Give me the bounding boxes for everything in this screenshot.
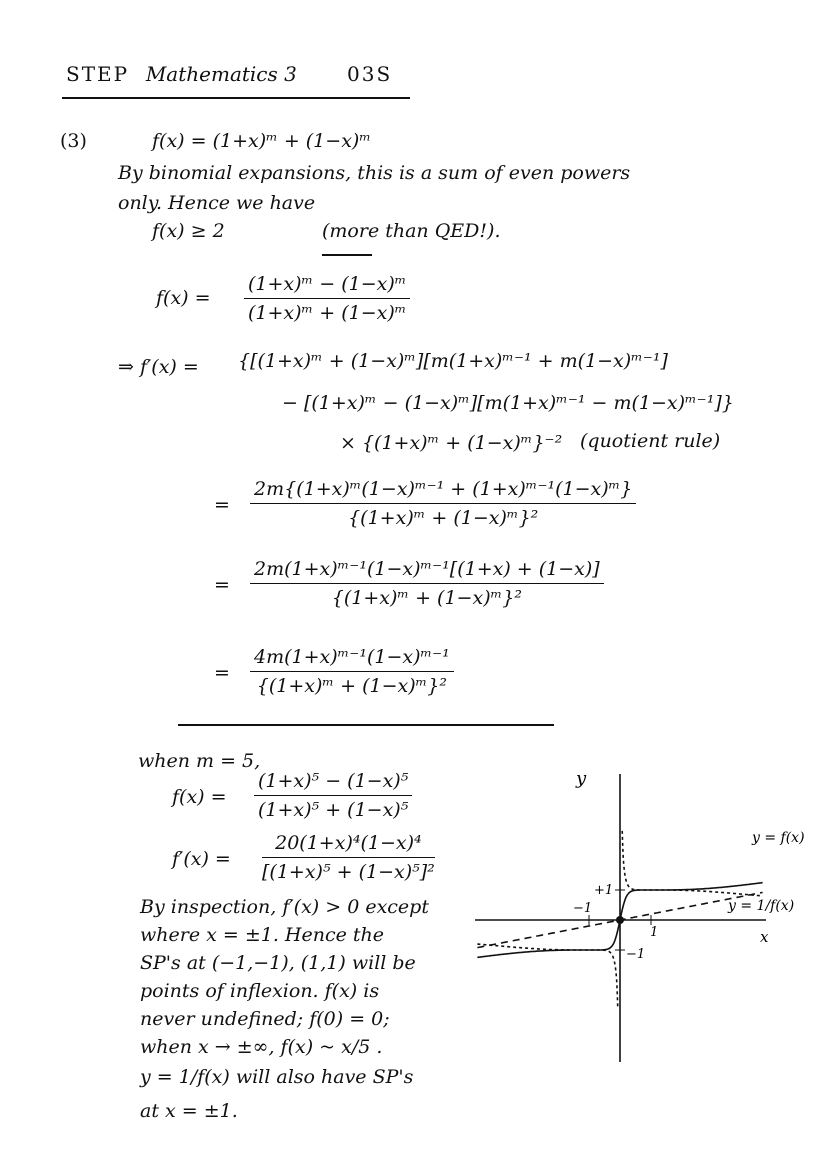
conclusion-line-1: By inspection, f′(x) > 0 except xyxy=(140,896,429,918)
plot-layer xyxy=(475,774,766,1062)
conclusion-line-8: at x = ±1. xyxy=(140,1100,238,1122)
section-divider xyxy=(178,724,554,726)
conclusion-line-3: SP's at (−1,−1), (1,1) will be xyxy=(140,952,416,974)
step-1-denominator: {(1+x)ᵐ + (1−x)ᵐ}² xyxy=(348,507,539,529)
equals-step-3: = xyxy=(214,662,230,684)
page-header xyxy=(66,62,392,86)
f-definition-fraction xyxy=(244,273,410,324)
definition-line: f(x) = (1+x)ᵐ + (1−x)ᵐ xyxy=(152,130,371,152)
label-f-curve: y = f(x) xyxy=(752,830,805,846)
qed-comment: (more than QED!). xyxy=(322,220,501,242)
f-definition-denominator: (1+x)ᵐ + (1−x)ᵐ xyxy=(248,302,407,324)
conclusion-line-4: points of inflexion. f(x) is xyxy=(140,980,380,1002)
y-axis-label: y xyxy=(576,768,587,789)
short-divider xyxy=(322,254,372,256)
tick-label-x-pos: 1 xyxy=(650,925,659,940)
f5-numerator: (1+x)⁵ − (1−x)⁵ xyxy=(254,770,412,796)
step-2-numerator: 2m(1+x)ᵐ⁻¹(1−x)ᵐ⁻¹[(1+x) + (1−x)] xyxy=(250,558,604,584)
step-2-fraction xyxy=(250,558,604,609)
binomial-text-1: By binomial expansions, this is a sum of even powers xyxy=(118,162,631,184)
conclusion-line-2: where x = ±1. Hence the xyxy=(140,924,385,946)
fprime5-fraction xyxy=(262,832,435,883)
f5-lhs: f(x) = xyxy=(172,786,227,808)
f-definition-lhs: f(x) = xyxy=(156,287,211,309)
quotient-rule-line-1: {[(1+x)ᵐ + (1−x)ᵐ][m(1+x)ᵐ⁻¹ + m(1−x)ᵐ⁻¹] xyxy=(238,350,668,372)
sketch-graph xyxy=(470,762,810,1068)
f5-denominator: (1+x)⁵ + (1−x)⁵ xyxy=(258,799,409,821)
step-2-denominator: {(1+x)ᵐ + (1−x)ᵐ}² xyxy=(331,587,522,609)
step-1-numerator: 2m{(1+x)ᵐ(1−x)ᵐ⁻¹ + (1+x)ᵐ⁻¹(1−x)ᵐ} xyxy=(250,478,636,504)
tick-label-y-pos: +1 xyxy=(594,883,614,898)
conclusion-line-7: y = 1/f(x) will also have SP's xyxy=(140,1066,414,1088)
step-3-numerator: 4m(1+x)ᵐ⁻¹(1−x)ᵐ⁻¹ xyxy=(250,646,454,672)
curve-reciprocal-right xyxy=(622,831,762,896)
step-3-fraction xyxy=(250,646,454,697)
quotient-rule-line-3: × {(1+x)ᵐ + (1−x)ᵐ}⁻² xyxy=(340,432,563,454)
fprime5-numerator: 20(1+x)⁴(1−x)⁴ xyxy=(262,832,435,858)
label-reciprocal-curve: y = 1/f(x) xyxy=(728,898,795,914)
derivative-lhs: ⇒ f′(x) = xyxy=(118,356,199,378)
quotient-rule-line-2: − [(1+x)ᵐ − (1−x)ᵐ][m(1+x)ᵐ⁻¹ − m(1−x)ᵐ⁻¹]} xyxy=(282,392,734,414)
tick-label-y-neg: −1 xyxy=(626,947,646,962)
origin-point xyxy=(616,916,624,924)
f-definition-numerator: (1+x)ᵐ − (1−x)ᵐ xyxy=(244,273,410,299)
header-left: STEP xyxy=(66,62,130,86)
inequality-result: f(x) ≥ 2 xyxy=(152,220,225,242)
curve-reciprocal-left xyxy=(477,944,617,1009)
fprime5-denominator: [(1+x)⁵ + (1−x)⁵]² xyxy=(262,861,435,883)
x-axis-label: x xyxy=(760,928,769,946)
question-number: (3) xyxy=(60,130,87,152)
conclusion-line-5: never undefined; f(0) = 0; xyxy=(140,1008,390,1030)
f5-fraction xyxy=(254,770,412,821)
equals-step-2: = xyxy=(214,574,230,596)
header-subject: Mathematics 3 xyxy=(145,62,297,86)
step-1-fraction xyxy=(250,478,636,529)
equals-step-1: = xyxy=(214,494,230,516)
conclusion-line-6: when x → ±∞, f(x) ~ x/5 . xyxy=(140,1036,383,1058)
quotient-rule-note: (quotient rule) xyxy=(580,430,721,452)
header-rule xyxy=(62,97,410,99)
tick-label-x-neg: −1 xyxy=(573,901,593,916)
m-equals-5: when m = 5, xyxy=(138,750,261,772)
step-3-denominator: {(1+x)ᵐ + (1−x)ᵐ}² xyxy=(256,675,447,697)
binomial-text-2: only. Hence we have xyxy=(118,192,316,214)
fprime5-lhs: f′(x) = xyxy=(172,848,231,870)
header-code: 03S xyxy=(347,62,393,86)
